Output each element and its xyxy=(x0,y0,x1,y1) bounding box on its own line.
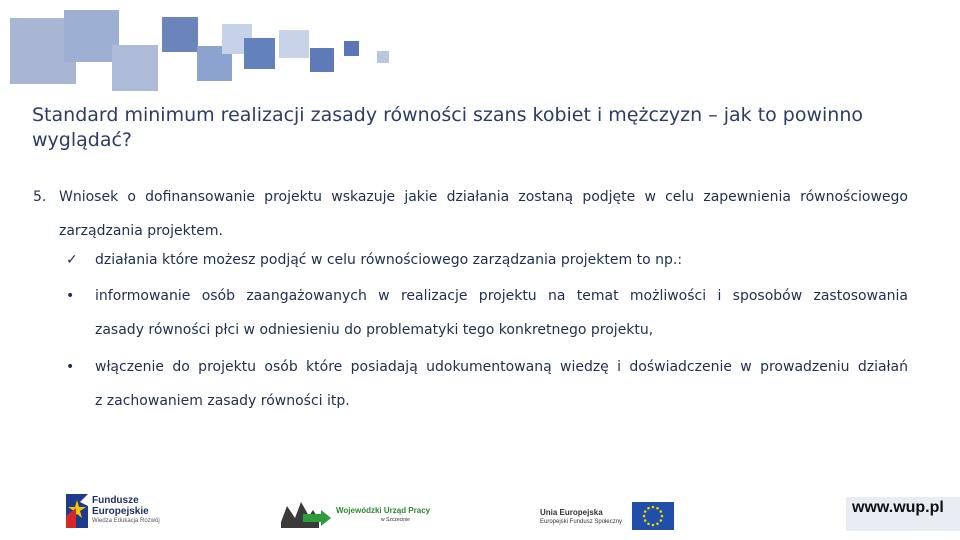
point-5-line1 xyxy=(33,180,908,214)
wup-sub: w Szczecinie xyxy=(381,517,410,523)
square-11 xyxy=(377,51,389,63)
fe-star-icon xyxy=(66,494,88,528)
list-item-3 xyxy=(66,350,908,418)
square-10 xyxy=(344,41,359,56)
point-5 xyxy=(33,180,908,248)
website-link[interactable] xyxy=(846,497,960,531)
list-item-1-text: działania które możesz podjąć w celu równościowego zarządzania projektem to np.: xyxy=(95,252,683,268)
fe-sub: Wiedza Edukacja Rozwój xyxy=(92,518,160,524)
square-9 xyxy=(310,48,334,72)
wup-name: Wojewódzki Urząd Pracy xyxy=(336,506,431,515)
square-2 xyxy=(64,10,119,62)
fundusze-europejskie-logo xyxy=(66,492,176,532)
list-item-1 xyxy=(66,243,908,277)
wup-logo xyxy=(281,500,431,530)
website-url[interactable]: www.wup.pl xyxy=(852,499,944,516)
list-item-2-line1: informowanie osób zaangażowanych w realizacje projektu na temat możliwości i sposobów zastosowania xyxy=(95,288,908,304)
square-3 xyxy=(112,45,158,91)
ue-sub: Europejski Fundusz Społeczny xyxy=(540,519,623,525)
point-number: 5. xyxy=(33,189,47,205)
checkmark-icon: ✓ xyxy=(66,252,78,268)
wup-emblem-icon xyxy=(281,500,331,528)
list-item-3-line1: włączenie do projektu osób które posiadają udokumentowaną wiedzę i doświadczenie w prowadzeniu działań xyxy=(95,359,908,375)
square-8 xyxy=(279,30,309,58)
list-item-3-line2: z zachowaniem zasady równości itp. xyxy=(95,393,350,409)
bullet-icon: • xyxy=(66,359,75,375)
list-item-2-line2: zasady równości płci w odniesieniu do problematyki tego konkretnego projektu, xyxy=(95,322,654,338)
bullet-icon: • xyxy=(66,288,75,304)
list-item-2 xyxy=(66,279,908,347)
unia-europejska-logo xyxy=(540,501,676,531)
point-5-line2: zarządzania projektem. xyxy=(59,223,223,239)
ue-name: Unia Europejska xyxy=(540,508,603,517)
square-7 xyxy=(244,38,275,69)
eu-flag-icon xyxy=(632,502,674,530)
square-4 xyxy=(162,17,198,52)
slide-title: Standard minimum realizacji zasady równości szans kobiet i mężczyzn – jak to powinno wyglądać? xyxy=(32,104,864,151)
point-5-text: Wniosek o dofinansowanie projektu wskazuje jakie działania zostaną podjęte w celu zapewnienia równościowego xyxy=(59,189,908,205)
fe-name: Fundusze Europejskie xyxy=(92,495,149,517)
